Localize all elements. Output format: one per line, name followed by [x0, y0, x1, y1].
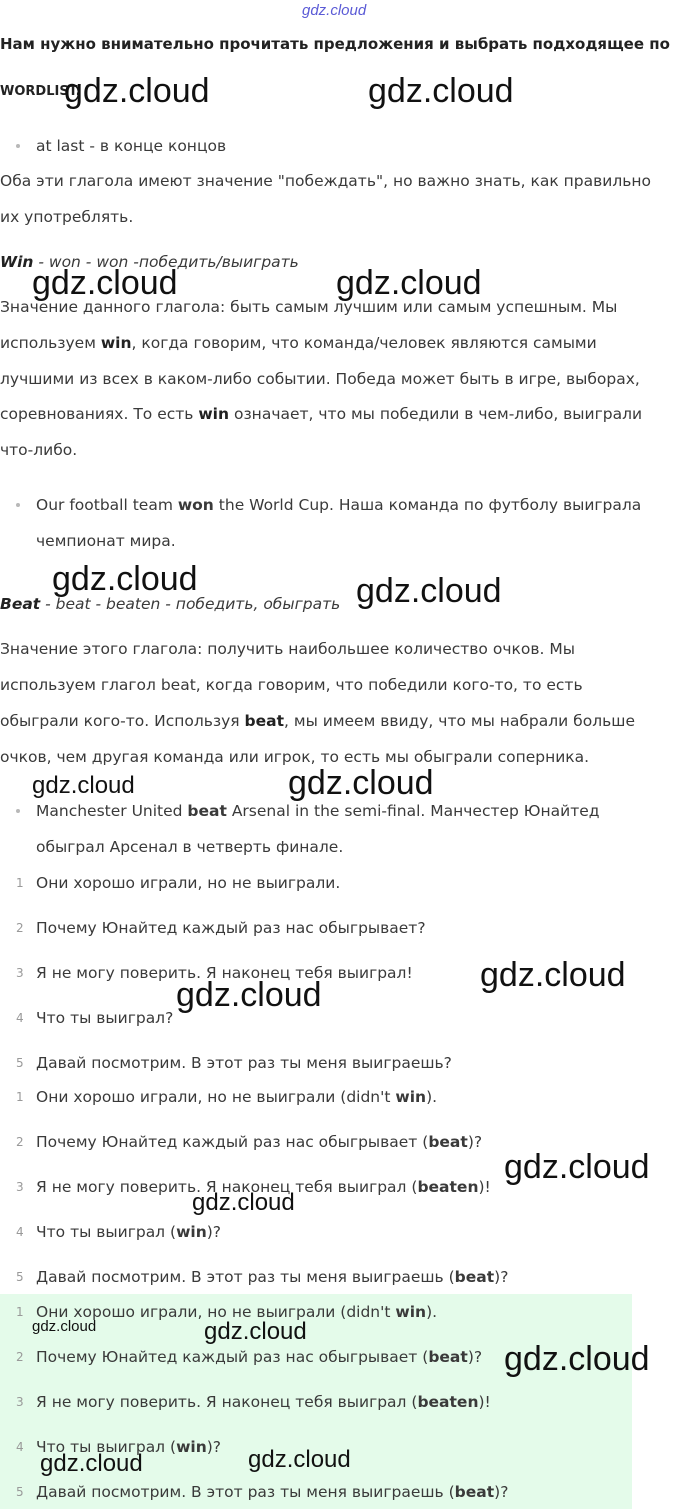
beat-paragraph-line-3: [0, 711, 635, 731]
answer-number: 1: [16, 1090, 24, 1104]
text-run: )?: [206, 1438, 222, 1456]
bullet: [16, 809, 20, 813]
site-watermark-header[interactable]: gdz.cloud: [302, 2, 367, 19]
text-run: Почему Юнайтед каждый раз нас обыгрывает (: [36, 1133, 429, 1151]
answer-text: [36, 1392, 491, 1412]
watermark: gdz.cloud: [64, 72, 210, 110]
text-run: используем: [0, 334, 101, 352]
text-run: Что ты выиграл (: [36, 1223, 177, 1241]
win-word: Win: [0, 253, 34, 271]
answer-keyword: beat: [428, 1133, 468, 1151]
text-run: означает, что мы победили в чем-либо, выиграли: [229, 405, 643, 423]
answer-keyword: win: [395, 1088, 427, 1106]
answer-keyword: win: [395, 1303, 427, 1321]
text-run: ).: [426, 1303, 438, 1321]
watermark: gdz.cloud: [192, 1189, 295, 1216]
watermark: gdz.cloud: [52, 560, 198, 598]
answer-text: [36, 1482, 508, 1502]
watermark: gdz.cloud: [356, 572, 502, 610]
text-run: )?: [467, 1348, 483, 1366]
answer-number: 2: [16, 1135, 24, 1149]
watermark: gdz.cloud: [40, 1450, 143, 1477]
answer-keyword: beat: [454, 1483, 495, 1501]
text-run: Что ты выиграл (: [36, 1438, 177, 1456]
question-number: 2: [16, 921, 24, 935]
win-example-line-2: чемпионат мира.: [36, 532, 176, 550]
explanation-line-2: их употреблять.: [0, 208, 134, 226]
text-run: Они хорошо играли, но не выиграли (didn't: [36, 1303, 396, 1321]
watermark: gdz.cloud: [504, 1148, 650, 1186]
bullet: [16, 503, 20, 507]
text-run: Они хорошо играли, но не выиграли (didn't: [36, 1088, 396, 1106]
keyword-beat: beat: [187, 802, 227, 820]
text-run: )?: [467, 1133, 483, 1151]
text-run: )?: [206, 1223, 222, 1241]
beat-paragraph-line-4: очков, чем другая команда или игрок, то есть мы обыграли соперника.: [0, 748, 590, 766]
text-run: )?: [494, 1483, 509, 1501]
text-run: Our football team: [36, 496, 178, 514]
answer-number: 1: [16, 1305, 24, 1319]
win-paragraph-line-3: лучшими из всех в каком-либо событии. Победа может быть в игре, выборах,: [0, 370, 640, 388]
answer-number: 3: [16, 1180, 24, 1194]
watermark: gdz.cloud: [176, 976, 322, 1014]
text-run: Давай посмотрим. В этот раз ты меня выиграешь (: [36, 1483, 455, 1501]
question-text: Почему Юнайтед каждый раз нас обыгрывает?: [36, 919, 426, 937]
answer-number: 4: [16, 1440, 24, 1454]
text-run: )!: [478, 1393, 491, 1411]
watermark: gdz.cloud: [336, 264, 482, 302]
watermark: gdz.cloud: [32, 772, 135, 799]
keyword-win: win: [100, 334, 132, 352]
intro-line-1: Нам нужно внимательно прочитать предложения и выбрать подходящее по: [0, 35, 670, 53]
beat-example-line-2: обыграл Арсенал в четверть финале.: [36, 838, 344, 856]
question-number: 1: [16, 876, 24, 890]
text-run: Я не могу поверить. Я наконец тебя выиграл (: [36, 1178, 418, 1196]
watermark: gdz.cloud: [204, 1318, 307, 1345]
vocab-item-at-last: at last - в конце концов: [36, 137, 227, 155]
text-run: , мы имеем ввиду, что мы набрали больше: [284, 712, 635, 730]
watermark: gdz.cloud: [368, 72, 514, 110]
win-paragraph-line-1: Значение данного глагола: быть самым лучшим или самым успешным. Мы: [0, 298, 618, 316]
beat-forms: - beat - beaten - победить, обыграть: [40, 595, 341, 613]
question-number: 5: [16, 1056, 24, 1070]
win-paragraph-line-2: [0, 333, 597, 353]
answer-keyword: beat: [428, 1348, 468, 1366]
answer-number: 3: [16, 1395, 24, 1409]
keyword-beat: beat: [244, 712, 285, 730]
beat-paragraph-line-1: Значение этого глагола: получить наибольшее количество очков. Мы: [0, 640, 575, 658]
win-example-line-1: [36, 495, 641, 515]
answer-keyword: win: [176, 1223, 207, 1241]
win-paragraph-line-5: что-либо.: [0, 441, 78, 459]
answer-keyword: beat: [454, 1268, 495, 1286]
beat-word: Beat: [0, 595, 41, 613]
question-text: Давай посмотрим. В этот раз ты меня выиграешь?: [36, 1054, 452, 1072]
answer-number: 4: [16, 1225, 24, 1239]
bullet: [16, 144, 20, 148]
watermark: gdz.cloud: [32, 264, 178, 302]
answer-number: 2: [16, 1350, 24, 1364]
text-run: the World Cup. Наша команда по футболу выиграла: [213, 496, 642, 514]
text-run: )?: [494, 1268, 509, 1286]
answer-text: [36, 1347, 482, 1367]
text-run: Я не могу поверить. Я наконец тебя выиграл (: [36, 1393, 418, 1411]
beat-paragraph-line-2: используем глагол beat, когда говорим, что победили кого-то, то есть: [0, 676, 583, 694]
text-run: Давай посмотрим. В этот раз ты меня выиграешь (: [36, 1268, 455, 1286]
text-run: Почему Юнайтед каждый раз нас обыгрывает (: [36, 1348, 429, 1366]
answer-text: [36, 1087, 437, 1107]
answer-number: 5: [16, 1270, 24, 1284]
intro-line-2: WORDLIST.: [0, 84, 81, 99]
question-number: 4: [16, 1011, 24, 1025]
answer-number: 5: [16, 1485, 24, 1499]
question-text: Что ты выиграл?: [36, 1009, 174, 1027]
answer-text: [36, 1267, 508, 1287]
text-run: )!: [478, 1178, 491, 1196]
beat-example-line-1: [36, 801, 600, 821]
watermark: gdz.cloud: [480, 956, 626, 994]
watermark: gdz.cloud: [288, 764, 434, 802]
answer-keyword: win: [176, 1438, 207, 1456]
text-run: Arsenal in the semi-final. Манчестер Юнайтед: [226, 802, 600, 820]
answer-text: [36, 1222, 221, 1242]
answer-text: [36, 1132, 482, 1152]
win-paragraph-line-4: [0, 404, 642, 424]
question-text: Они хорошо играли, но не выиграли.: [36, 874, 341, 892]
text-run: ).: [426, 1088, 438, 1106]
text-run: , когда говорим, что команда/человек являются самыми: [131, 334, 597, 352]
keyword-win: win: [198, 405, 230, 423]
win-forms: - won - won -победить/выиграть: [33, 253, 299, 271]
text-run: Manchester United: [36, 802, 188, 820]
watermark: gdz.cloud: [248, 1446, 351, 1473]
text-run: обыграли кого-то. Используя: [0, 712, 245, 730]
answer-keyword: beaten: [417, 1178, 479, 1196]
keyword-won: won: [177, 496, 214, 514]
question-number: 3: [16, 966, 24, 980]
text-run: соревнованиях. То есть: [0, 405, 199, 423]
watermark: gdz.cloud: [32, 1318, 97, 1335]
answer-keyword: beaten: [417, 1393, 479, 1411]
watermark: gdz.cloud: [504, 1340, 650, 1378]
question-text: Я не могу поверить. Я наконец тебя выиграл!: [36, 964, 413, 982]
explanation-line-1: Оба эти глагола имеют значение "побеждать", но важно знать, как правильно: [0, 172, 652, 190]
